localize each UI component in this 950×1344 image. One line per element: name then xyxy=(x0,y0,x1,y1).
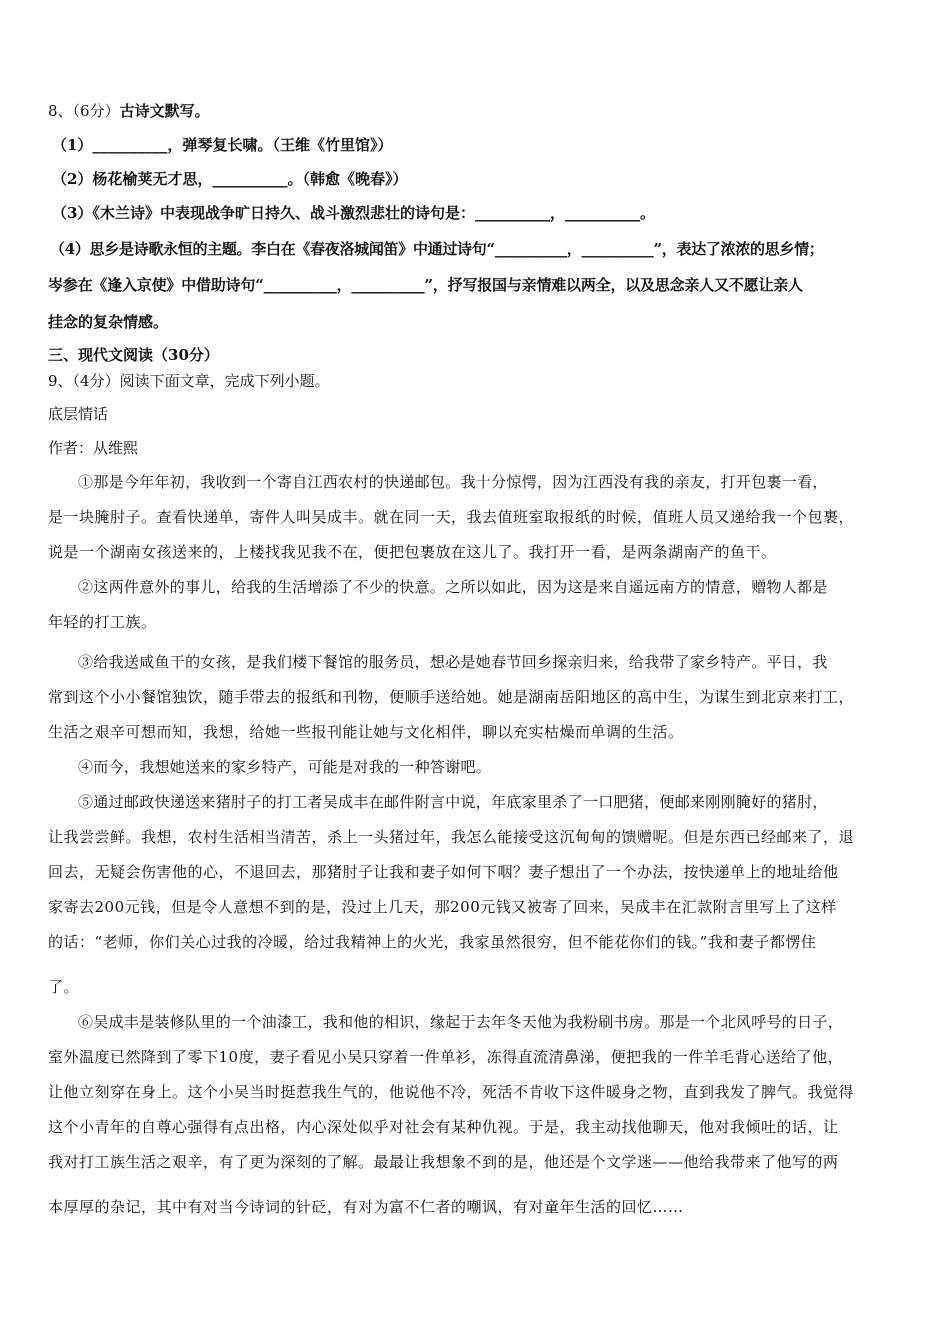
article-title: 底层情话 xyxy=(48,405,109,423)
article-line: 家寄去200元钱，但是令人意想不到的是，没过上几天，那200元钱又被寄了回来，吴成丰在汇款附言里写上了这样 xyxy=(48,898,837,916)
q8-item-4-line-2: 岑参在《逢入京使》中借助诗句“__________，__________”，抒写报国与亲情难以两全，以及思念亲人又不愿让亲人 xyxy=(48,276,803,294)
q8-item-4-line-3: 挂念的复杂情感。 xyxy=(48,313,169,331)
article-line: 说是一个湖南女孩送来的，上楼找我见我不在，便把包裹放在这儿了。我打开一看，是两条湖南产的鱼干。 xyxy=(48,543,777,561)
q8-title: 古诗文默写。 xyxy=(119,102,210,120)
q8-item-2: （2）杨花榆荚无才思，__________。（韩愈《晚春》） xyxy=(52,170,408,188)
article-line: 常到这个小小餐馆独饮，随手带去的报纸和刊物，便顺手送给她。她是湖南岳阳地区的高中生，为谋生到北京来打工， xyxy=(48,688,855,706)
article-line: 让他立刻穿在身上。这个小吴当时挺惹我生气的，他说他不冷，死活不肯收下这件暖身之物，直到我发了脾气。我觉得 xyxy=(48,1083,855,1101)
article-line: ②这两件意外的事儿，给我的生活增添了不少的快意。之所以如此，因为这是来自遥远南方的情意，赠物人都是 xyxy=(78,578,828,596)
q8-number: 8、（6分） xyxy=(48,102,120,120)
q8-item-1: （1）__________，弹琴复长啸。（王维《竹里馆》） xyxy=(52,136,393,154)
q8-item-3: （3）《木兰诗》中表现战争旷日持久、战斗激烈悲壮的诗句是：__________，__________。 xyxy=(52,204,655,222)
article-line: 这个小青年的自尊心强得有点出格，内心深处似乎对社会有某种仇视。于是，我主动找他聊天，他对我倾吐的话，让 xyxy=(48,1118,839,1136)
article-line: 让我尝尝鲜。我想，农村生活相当清苦，杀上一头猪过年，我怎么能接受这沉甸甸的馈赠呢。但是东西已经邮来了，退 xyxy=(48,828,855,846)
article-line: 生活之艰辛可想而知，我想，给她一些报刊能让她与文化相伴，聊以充实枯燥而单调的生活。 xyxy=(48,723,684,741)
article-line: ④而今，我想她送来的家乡特产，可能是对我的一种答谢吧。 xyxy=(78,758,492,776)
q9-intro: 9、（4分）阅读下面文章，完成下列小题。 xyxy=(48,372,330,390)
article-line: 室外温度已然降到了零下10度，妻子看见小吴只穿着一件单衫，冻得直流清鼻涕，便把我的一件羊毛背心送给了他， xyxy=(48,1048,844,1066)
article-line: 了。 xyxy=(48,978,80,996)
article-line: ③给我送咸鱼干的女孩，是我们楼下餐馆的服务员，想必是她春节回乡探亲归来，给我带了家乡特产。平日，我 xyxy=(78,653,828,671)
article-line: 的话：“老师，你们关心过我的冷暖，给过我精神上的火光，我家虽然很穷，但不能花你们的钱。”我和妻子都愣住 xyxy=(48,933,817,951)
q8-header xyxy=(48,101,210,121)
article-line: ①那是今年年初，我收到一个寄自江西农村的快递邮包。我十分惊愕，因为江西没有我的亲友，打开包裹一看， xyxy=(78,473,828,491)
article-author: 作者：从维熙 xyxy=(48,439,139,457)
article-line: 我对打工族生活之艰辛，有了更为深刻的了解。最最让我想象不到的是，他还是个文学迷——他给我带来了他写的两 xyxy=(48,1153,839,1171)
article-line: 回去，无疑会伤害他的心，不退回去，那猪肘子让我和妻子如何下咽？妻子想出了一个办法，按快递单上的地址给他 xyxy=(48,863,839,881)
article-line: ⑤通过邮政快递送来猪肘子的打工者吴成丰在邮件附言中说，年底家里杀了一口肥猪，便邮来刚刚腌好的猪肘， xyxy=(78,793,828,811)
article-line: 是一块腌肘子。查看快递单，寄件人叫吴成丰。就在同一天，我去值班室取报纸的时候，值班人员又递给我一个包裹， xyxy=(48,508,855,526)
q8-item-4-line-1: （4）思乡是诗歌永恒的主题。李白在《春夜洛城闻笛》中通过诗句“__________，__________”，表达了浓浓的思乡情； xyxy=(50,240,824,258)
article-line: 年轻的打工族。 xyxy=(48,613,157,631)
article-line: ⑥吴成丰是装修队里的一个油漆工，我和他的相识，缘起于去年冬天他为我粉刷书房。那是一个北风呼号的日子， xyxy=(78,1013,844,1031)
section-3-title: 三、现代文阅读（30分） xyxy=(48,346,219,364)
article-line: 本厚厚的杂记，其中有对当今诗词的针砭，有对为富不仁者的嘲讽，有对童年生活的回忆…… xyxy=(48,1198,684,1216)
